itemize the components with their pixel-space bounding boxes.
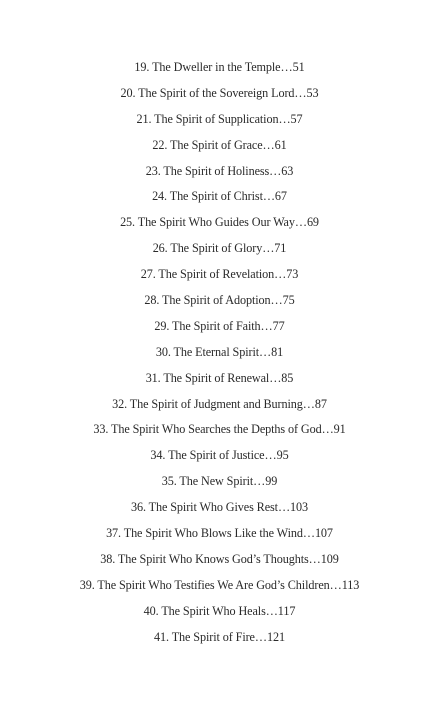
toc-entry: 38. The Spirit Who Knows God’s Thoughts…109	[100, 551, 339, 566]
toc-entry: 32. The Spirit of Judgment and Burning…87	[112, 396, 327, 411]
toc-entry: 40. The Spirit Who Heals…117	[143, 603, 296, 618]
toc-entry: 25. The Spirit Who Guides Our Way…69	[120, 215, 319, 230]
toc-entry: 41. The Spirit of Fire…121	[154, 629, 285, 644]
table-of-contents	[0, 57, 439, 652]
toc-entry: 24. The Spirit of Christ…67	[152, 189, 287, 204]
toc-entry: 28. The Spirit of Adoption…75	[144, 293, 295, 308]
toc-entry: 33. The Spirit Who Searches the Depths of God…91	[93, 422, 346, 437]
toc-entry: 31. The Spirit of Renewal…85	[145, 370, 294, 385]
toc-entry: 27. The Spirit of Revelation…73	[140, 267, 299, 282]
toc-entry: 22. The Spirit of Grace…61	[152, 137, 287, 152]
toc-entry: 36. The Spirit Who Gives Rest…103	[130, 500, 309, 515]
toc-entry: 21. The Spirit of Supplication…57	[136, 111, 303, 126]
toc-entry: 29. The Spirit of Faith…77	[154, 318, 285, 333]
toc-entry: 34. The Spirit of Justice…95	[150, 448, 289, 463]
toc-entry: 35. The New Spirit…99	[161, 474, 278, 489]
toc-entry: 20. The Spirit of the Sovereign Lord…53	[120, 85, 319, 100]
toc-entry: 30. The Eternal Spirit…81	[155, 344, 284, 359]
toc-entry: 19. The Dweller in the Temple…51	[134, 60, 305, 74]
toc-entry: 39. The Spirit Who Testifies We Are God’s Children…113	[79, 577, 360, 592]
toc-entry: 23. The Spirit of Holiness…63	[145, 163, 294, 178]
toc-entry: 37. The Spirit Who Blows Like the Wind…107	[106, 526, 333, 541]
toc-entry: 26. The Spirit of Glory…71	[152, 241, 287, 256]
